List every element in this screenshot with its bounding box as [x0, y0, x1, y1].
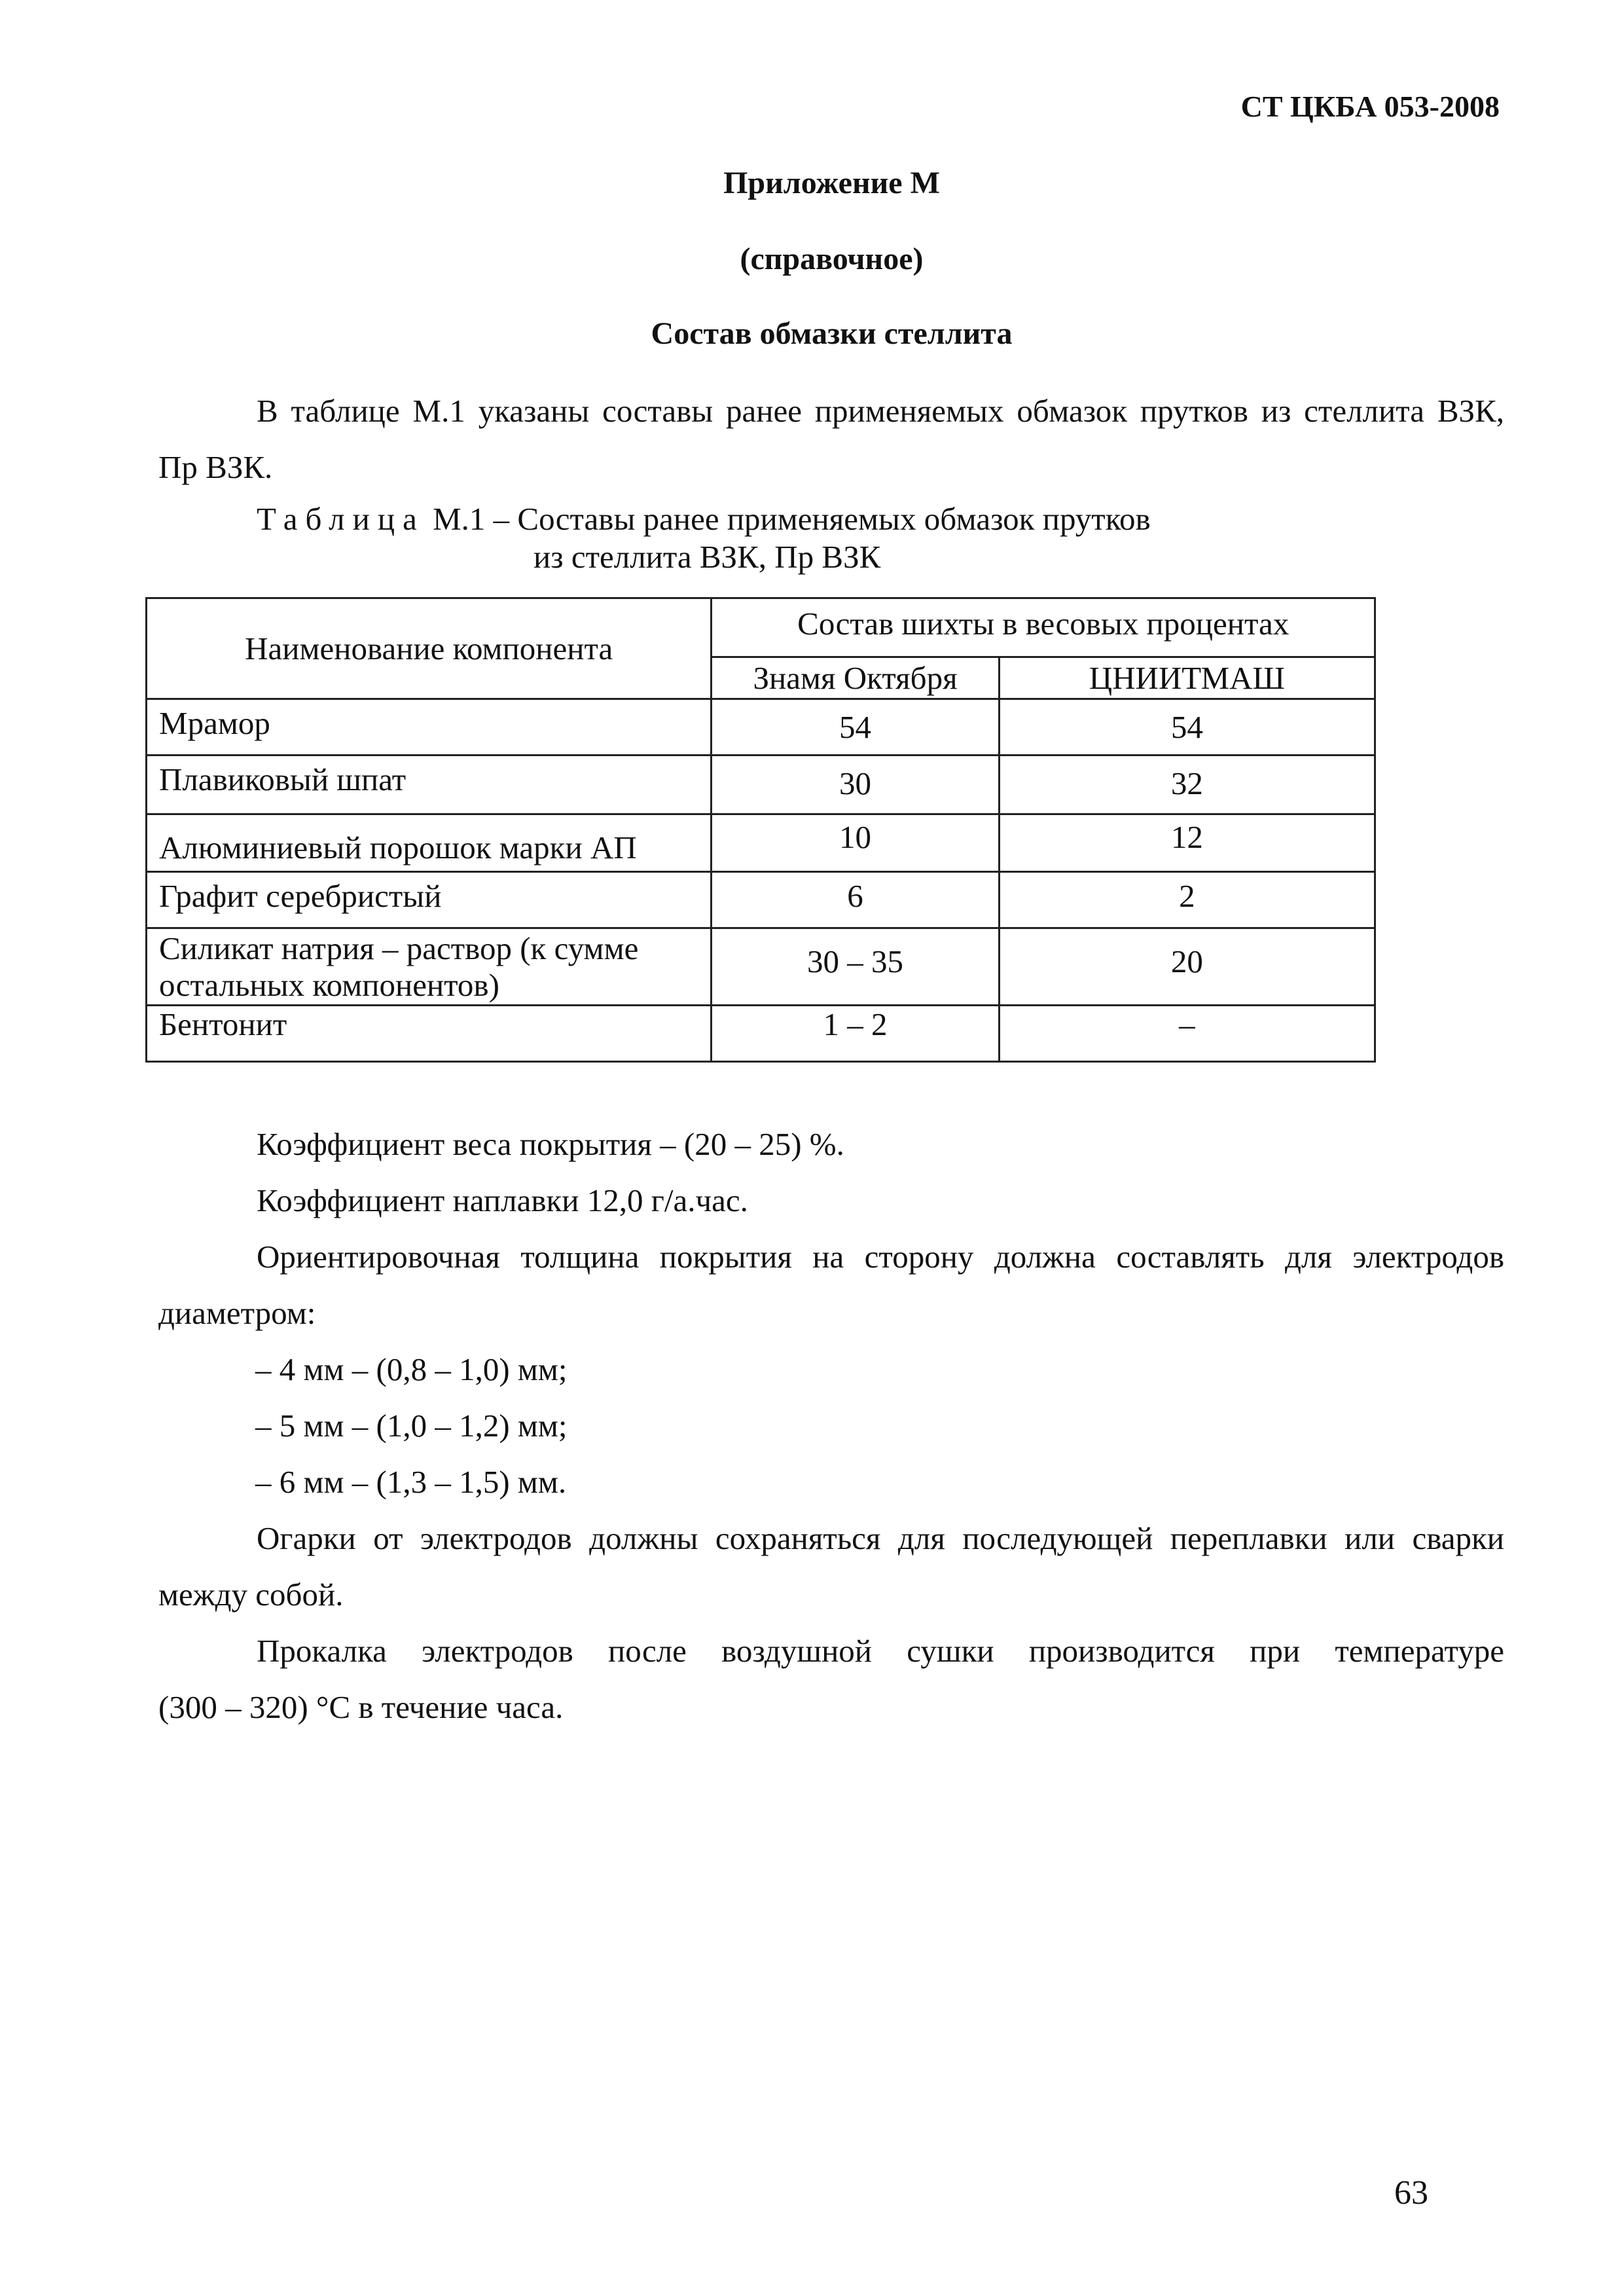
- table-row: [147, 756, 1375, 814]
- row-name: Алюминиевый порошок марки АП: [147, 814, 712, 872]
- bake-line-2: (300 – 320) °С в течение часа.: [158, 1689, 564, 1725]
- stubs-line-2: между собой.: [158, 1576, 344, 1613]
- row-value-b: 12: [999, 814, 1375, 872]
- list-item: – 6 мм – (1,3 – 1,5) мм.: [255, 1464, 567, 1500]
- header-tsniitmash: ЦНИИТМАШ: [999, 657, 1375, 699]
- row-value-b: 54: [999, 699, 1375, 756]
- table-caption-rest: М.1 – Составы ранее применяемых обмазок прутков: [424, 501, 1151, 537]
- row-value-b: 20: [999, 928, 1375, 1006]
- intro-line-1: В таблице М.1 указаны составы ранее применяемых обмазок прутков из стеллита ВЗК,: [257, 393, 1504, 429]
- header-znamya-oktyabrya: Знамя Октября: [712, 657, 999, 699]
- body-text: [158, 1116, 1504, 1736]
- table-caption-line-2: из стеллита ВЗК, Пр ВЗК: [533, 539, 881, 575]
- row-name-line-2: остальных компонентов): [159, 967, 499, 1003]
- table-row: [147, 872, 1375, 928]
- row-value-b: –: [999, 1006, 1375, 1062]
- row-name: Плавиковый шпат: [147, 756, 712, 814]
- list-item: – 5 мм – (1,0 – 1,2) мм;: [255, 1408, 568, 1444]
- row-name: Графит серебристый: [147, 872, 712, 928]
- table-row: [147, 1006, 1375, 1062]
- row-name-line-1: Силикат натрия – раствор (к сумме: [159, 930, 639, 966]
- row-value-b: 2: [999, 872, 1375, 928]
- appendix-subject: Состав обмазки стеллита: [651, 316, 1013, 351]
- row-name: Бентонит: [147, 1006, 712, 1062]
- header-composition: Состав шихты в весовых процентах: [712, 598, 1375, 657]
- row-value-a: 30 – 35: [712, 928, 999, 1006]
- stubs-line-1: Огарки от электродов должны сохраняться для последующей переплавки или сварки: [257, 1520, 1504, 1556]
- row-value-a: 54: [712, 699, 999, 756]
- thickness-line-2: диаметром:: [158, 1295, 316, 1331]
- header-component-name: Наименование компонента: [147, 598, 712, 699]
- row-name: [147, 928, 712, 1006]
- page-number: 63: [1394, 2174, 1428, 2212]
- coef-weight: Коэффициент веса покрытия – (20 – 25) %.: [257, 1126, 844, 1162]
- list-item: – 4 мм – (0,8 – 1,0) мм;: [255, 1351, 568, 1387]
- intro-paragraph: [158, 383, 1504, 496]
- row-value-a: 1 – 2: [712, 1006, 999, 1062]
- appendix-note: (справочное): [740, 242, 924, 276]
- table-caption-line-1: [257, 501, 1151, 538]
- row-value-b: 32: [999, 756, 1375, 814]
- table-row: [147, 814, 1375, 872]
- table-row: [147, 699, 1375, 756]
- row-value-a: 10: [712, 814, 999, 872]
- row-name: Мрамор: [147, 699, 712, 756]
- table-caption-word: Таблица: [257, 501, 425, 537]
- row-value-a: 30: [712, 756, 999, 814]
- thickness-line-1: Ориентировочная толщина покрытия на сторону должна составлять для электродов: [257, 1239, 1504, 1275]
- row-value-a: 6: [712, 872, 999, 928]
- bake-line-1: Прокалка электродов после воздушной сушки производится при температуре: [257, 1633, 1504, 1669]
- document-code: СТ ЦКБА 053-2008: [1240, 90, 1500, 123]
- coef-deposit: Коэффициент наплавки 12,0 г/а.час.: [257, 1182, 748, 1218]
- composition-table: [145, 597, 1376, 1063]
- appendix-title: Приложение М: [723, 166, 940, 200]
- table-row: [147, 928, 1375, 1006]
- intro-line-2: Пр ВЗК.: [158, 449, 273, 485]
